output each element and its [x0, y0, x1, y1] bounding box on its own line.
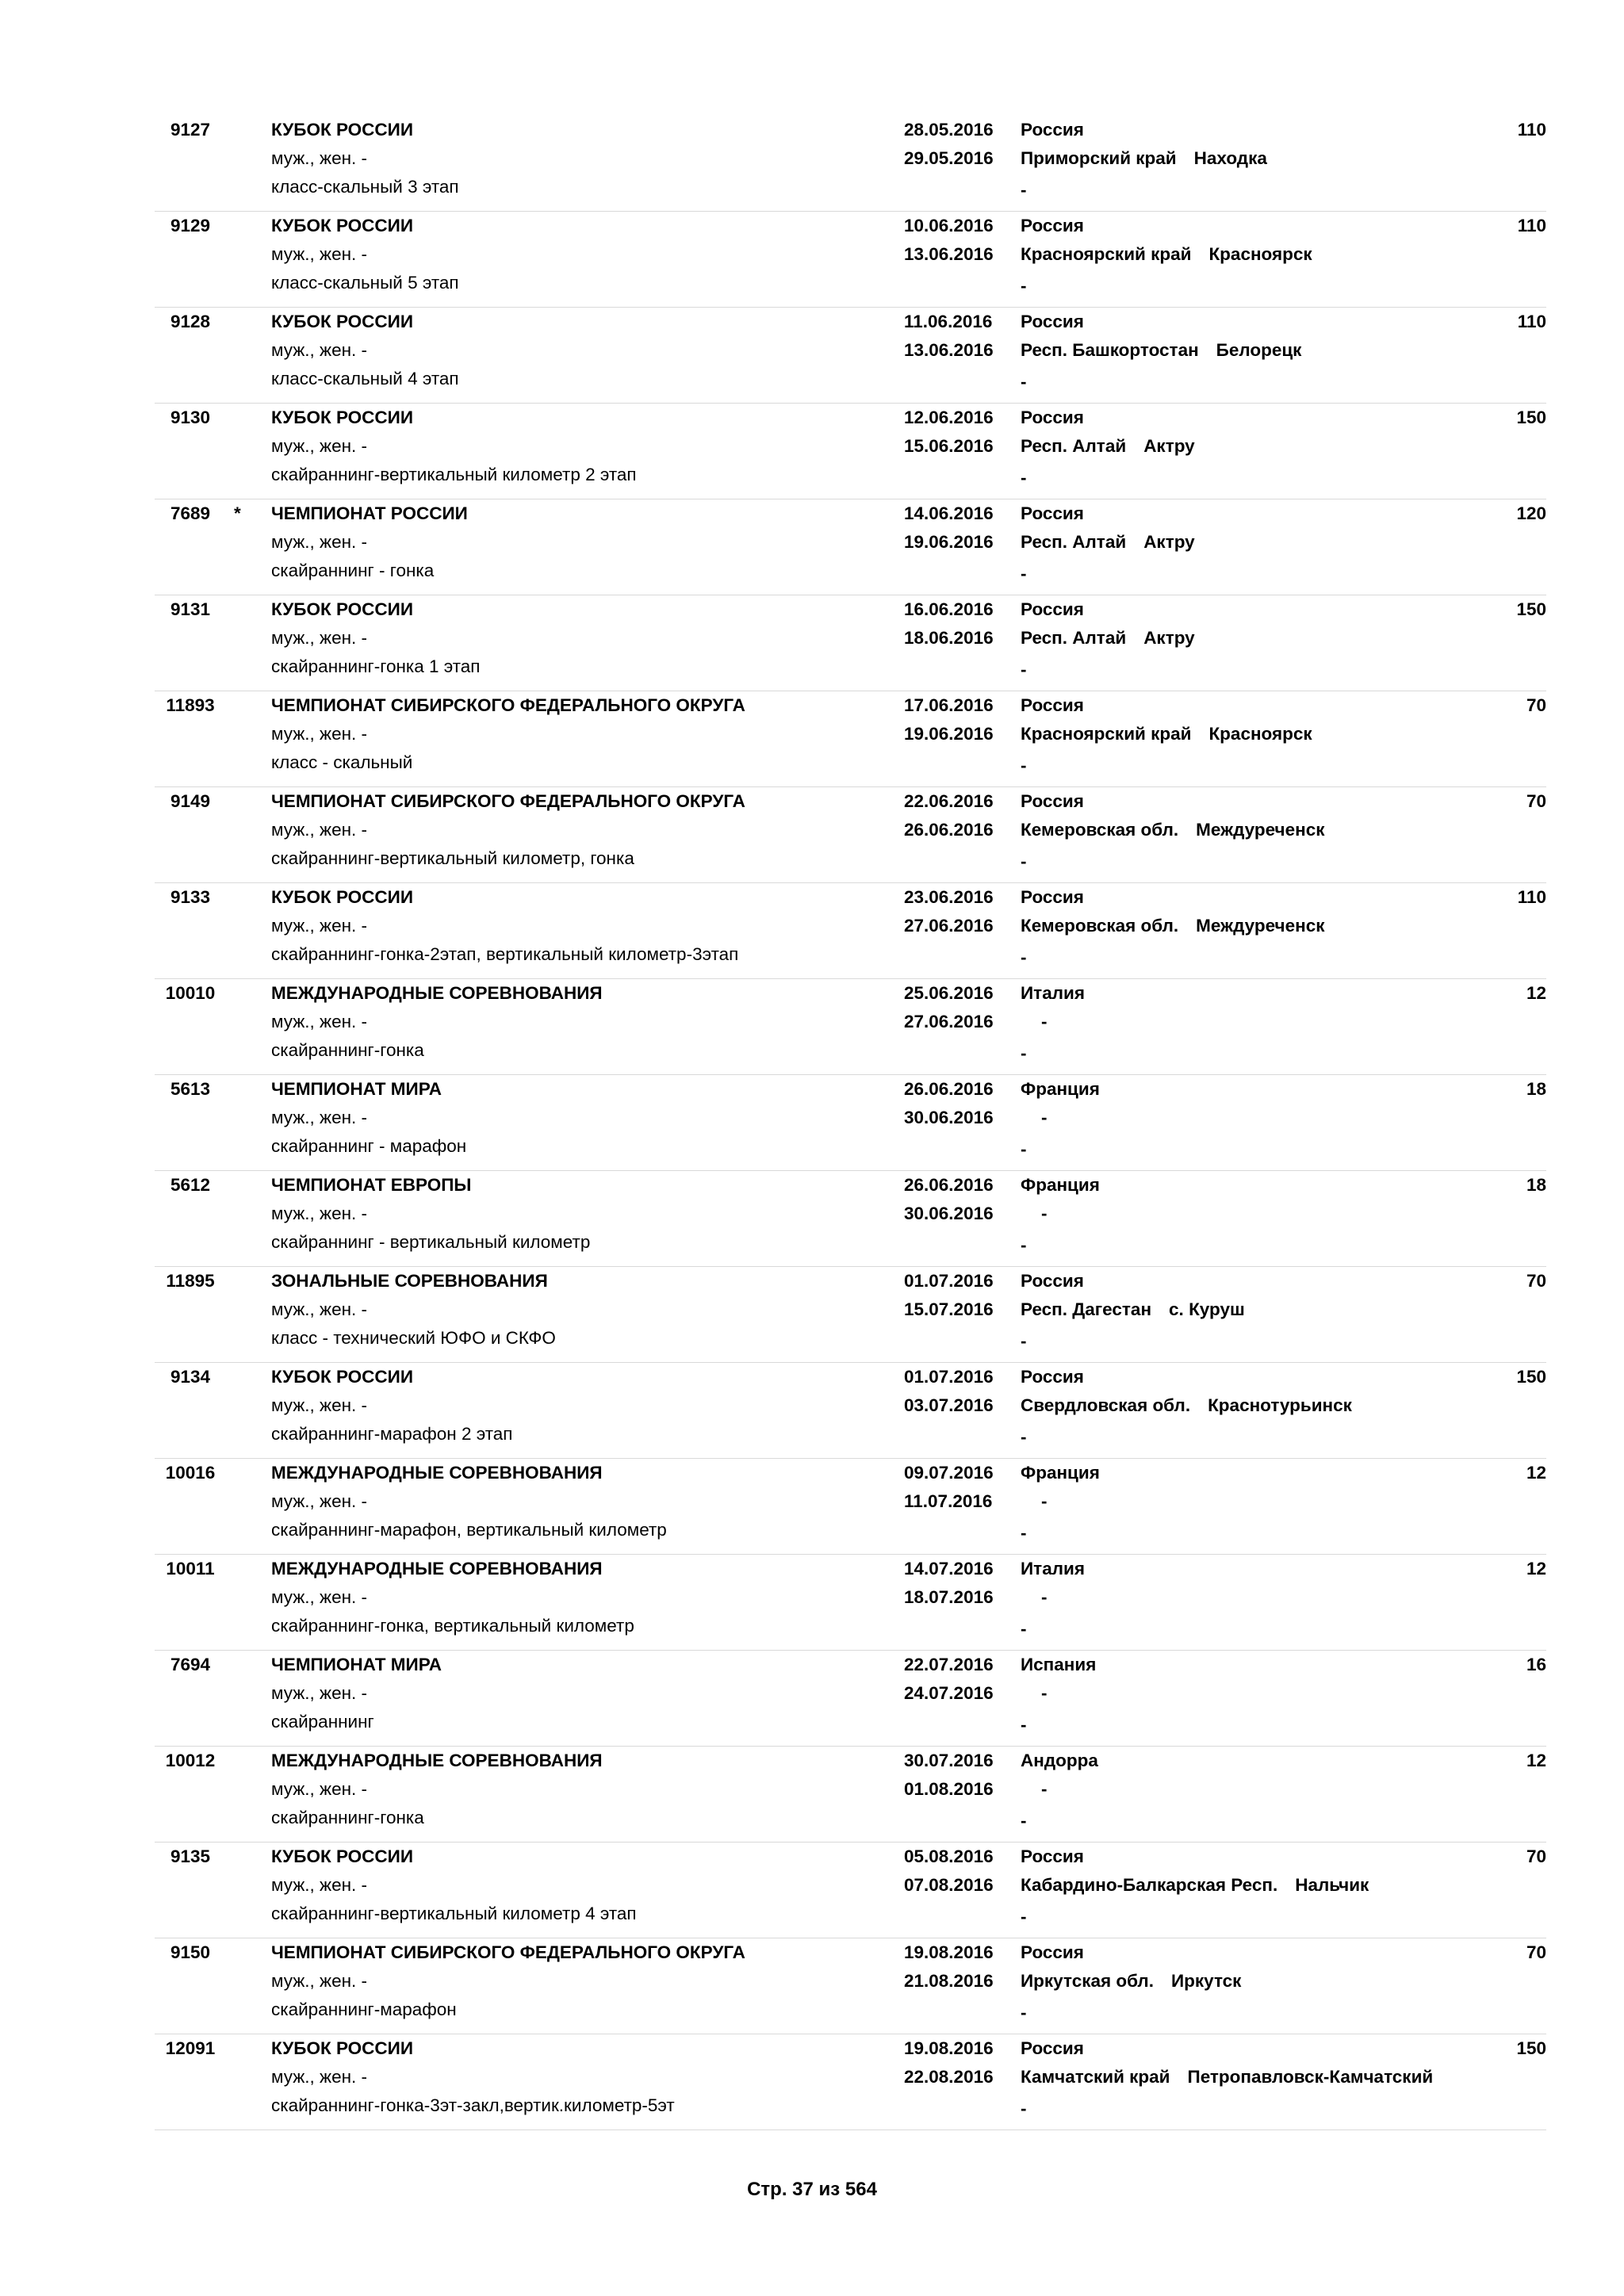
event-venue: -	[1021, 1427, 1027, 1447]
date-start: 22.06.2016	[904, 791, 994, 811]
page-number: Стр. 37 из 564	[747, 2179, 877, 2200]
event-country: Италия	[1021, 983, 1085, 1003]
event-title: МЕЖДУНАРОДНЫЕ СОРЕВНОВАНИЯ	[271, 1463, 603, 1483]
date-start: 28.05.2016	[904, 120, 994, 140]
event-title: ЧЕМПИОНАТ СИБИРСКОГО ФЕДЕРАЛЬНОГО ОКРУГА	[271, 695, 745, 715]
event-location	[1021, 1775, 1048, 1804]
event-country: Россия	[1021, 312, 1084, 331]
event-location	[1021, 336, 1301, 365]
event-venue: -	[1021, 2099, 1027, 2118]
event-gender: муж., жен. -	[271, 1491, 368, 1511]
date-end: 11.07.2016	[904, 1491, 993, 1511]
event-city: с. Куруш	[1169, 1299, 1245, 1319]
event-id: 10011	[166, 1559, 215, 1578]
event-region: Приморский край	[1021, 148, 1177, 168]
event-region: Красноярский край	[1021, 724, 1192, 744]
event-id: 9133	[170, 887, 211, 907]
event-city: -	[1041, 1587, 1048, 1607]
date-start: 05.08.2016	[904, 1846, 994, 1866]
event-title: КУБОК РОССИИ	[271, 120, 414, 140]
event-title: ЧЕМПИОНАТ МИРА	[271, 1079, 442, 1099]
event-title: КУБОК РОССИИ	[271, 1367, 414, 1387]
date-start: 12.06.2016	[904, 408, 994, 427]
event-id: 10012	[165, 1751, 216, 1770]
event-city: Актру	[1143, 436, 1195, 456]
event-id: 5613	[170, 1079, 211, 1099]
event-venue: -	[1021, 1907, 1027, 1927]
event-gender: муж., жен. -	[271, 1587, 368, 1607]
participant-count: 110	[1517, 216, 1546, 235]
event-venue: -	[1021, 180, 1027, 200]
event-gender: муж., жен. -	[271, 436, 368, 456]
participant-count: 12	[1526, 1751, 1546, 1770]
event-location	[1021, 528, 1195, 557]
event-discipline: скайраннинг-марафон 2 этап	[271, 1424, 513, 1444]
date-start: 10.06.2016	[904, 216, 994, 235]
event-city: Краснотурьинск	[1208, 1395, 1352, 1415]
date-end: 21.08.2016	[904, 1971, 994, 1991]
event-country: Россия	[1021, 791, 1084, 811]
table-row	[155, 1459, 1546, 1555]
participant-count: 70	[1526, 791, 1546, 811]
event-city: -	[1041, 1491, 1048, 1511]
event-discipline: скайраннинг - вертикальный километр	[271, 1232, 591, 1252]
date-start: 19.08.2016	[904, 2038, 994, 2058]
event-gender: муж., жен. -	[271, 1971, 368, 1991]
participant-count: 110	[1517, 887, 1546, 907]
event-title: КУБОК РОССИИ	[271, 2038, 414, 2058]
event-region: Кабардино-Балкарская Респ.	[1021, 1875, 1278, 1895]
participant-count: 70	[1526, 695, 1546, 715]
table-row	[155, 1843, 1546, 1938]
table-row	[155, 1171, 1546, 1267]
event-title: КУБОК РОССИИ	[271, 408, 414, 427]
date-start: 17.06.2016	[904, 695, 994, 715]
event-discipline: скайраннинг-гонка-3эт-закл,вертик.километр-5эт	[271, 2095, 675, 2115]
event-title: КУБОК РОССИИ	[271, 1846, 414, 1866]
event-location	[1021, 1967, 1241, 1996]
event-gender: муж., жен. -	[271, 1683, 368, 1703]
event-country: Франция	[1021, 1175, 1100, 1195]
event-gender: муж., жен. -	[271, 820, 368, 840]
event-title: МЕЖДУНАРОДНЫЕ СОРЕВНОВАНИЯ	[271, 983, 603, 1003]
event-city: Петропавловск-Камчатский	[1187, 2067, 1434, 2087]
date-start: 16.06.2016	[904, 599, 994, 619]
event-gender: муж., жен. -	[271, 532, 368, 552]
event-country: Андорра	[1021, 1751, 1098, 1770]
table-row	[155, 595, 1546, 691]
event-country: Россия	[1021, 1846, 1084, 1866]
event-region: Камчатский край	[1021, 2067, 1170, 2087]
table-row	[155, 1075, 1546, 1171]
table-row	[155, 1267, 1546, 1363]
event-city: -	[1041, 1683, 1048, 1703]
event-title: КУБОК РОССИИ	[271, 216, 414, 235]
table-row	[155, 404, 1546, 499]
participant-count: 16	[1526, 1655, 1546, 1674]
date-end: 27.06.2016	[904, 1012, 994, 1031]
event-gender: муж., жен. -	[271, 244, 368, 264]
participant-count: 12	[1526, 983, 1546, 1003]
event-venue: -	[1021, 1235, 1027, 1255]
event-venue: -	[1021, 1619, 1027, 1639]
date-end: 27.06.2016	[904, 916, 994, 936]
event-gender: муж., жен. -	[271, 340, 368, 360]
table-row	[155, 1747, 1546, 1843]
event-discipline: скайраннинг-гонка	[271, 1808, 424, 1827]
event-gender: муж., жен. -	[271, 1395, 368, 1415]
participant-count: 120	[1516, 503, 1546, 523]
event-gender: муж., жен. -	[271, 916, 368, 936]
date-end: 03.07.2016	[904, 1395, 994, 1415]
table-row	[155, 1555, 1546, 1651]
event-region: Респ. Дагестан	[1021, 1299, 1152, 1319]
event-id: 9150	[170, 1942, 211, 1962]
event-venue: -	[1021, 1523, 1027, 1543]
event-id: 7694	[170, 1655, 211, 1674]
event-city: Белорецк	[1216, 340, 1302, 360]
date-end: 19.06.2016	[904, 724, 994, 744]
event-title: МЕЖДУНАРОДНЫЕ СОРЕВНОВАНИЯ	[271, 1751, 603, 1770]
event-venue: -	[1021, 468, 1027, 488]
participant-count: 150	[1516, 599, 1546, 619]
date-end: 19.06.2016	[904, 532, 994, 552]
event-gender: муж., жен. -	[271, 1875, 368, 1895]
date-end: 24.07.2016	[904, 1683, 994, 1703]
participant-count: 110	[1517, 312, 1546, 331]
date-end: 30.06.2016	[904, 1203, 994, 1223]
event-city: Актру	[1143, 532, 1195, 552]
event-location	[1021, 240, 1312, 269]
date-end: 18.07.2016	[904, 1587, 994, 1607]
date-end: 07.08.2016	[904, 1875, 994, 1895]
event-discipline: скайраннинг - гонка	[271, 561, 435, 580]
event-discipline: скайраннинг-марафон, вертикальный километр	[271, 1520, 667, 1540]
event-discipline: скайраннинг	[271, 1712, 374, 1732]
event-venue: -	[1021, 564, 1027, 584]
event-region: Иркутская обл.	[1021, 1971, 1154, 1991]
event-discipline: скайраннинг-гонка, вертикальный километр	[271, 1616, 634, 1636]
event-country: Франция	[1021, 1079, 1100, 1099]
date-end: 15.07.2016	[904, 1299, 994, 1319]
event-venue: -	[1021, 1043, 1027, 1063]
date-end: 22.08.2016	[904, 2067, 994, 2087]
event-discipline: скайраннинг-гонка-2этап, вертикальный километр-3этап	[271, 944, 739, 964]
event-region: Респ. Алтай	[1021, 436, 1127, 456]
event-region: Респ. Алтай	[1021, 628, 1127, 648]
event-id: 11895	[166, 1271, 215, 1291]
table-row	[155, 308, 1546, 404]
event-mark: *	[234, 503, 241, 523]
table-row	[155, 883, 1546, 979]
table-row	[155, 2034, 1546, 2130]
event-gender: муж., жен. -	[271, 1779, 368, 1799]
event-gender: муж., жен. -	[271, 628, 368, 648]
date-end: 18.06.2016	[904, 628, 994, 648]
event-gender: муж., жен. -	[271, 2067, 368, 2087]
event-location	[1021, 624, 1195, 652]
event-location	[1021, 144, 1267, 173]
table-row	[155, 1363, 1546, 1459]
event-venue: -	[1021, 2003, 1027, 2022]
event-location	[1021, 720, 1312, 748]
event-id: 9127	[170, 120, 211, 140]
participant-count: 18	[1526, 1079, 1546, 1099]
event-id: 9149	[170, 791, 211, 811]
event-country: Россия	[1021, 408, 1084, 427]
event-country: Россия	[1021, 1942, 1084, 1962]
event-id: 11893	[166, 695, 215, 715]
event-id: 10010	[165, 983, 216, 1003]
table-row	[155, 499, 1546, 595]
event-country: Россия	[1021, 599, 1084, 619]
date-end: 13.06.2016	[904, 244, 994, 264]
event-discipline: скайраннинг-вертикальный километр 2 этап	[271, 465, 637, 484]
event-country: Италия	[1021, 1559, 1085, 1578]
event-country: Россия	[1021, 216, 1084, 235]
event-location	[1021, 1583, 1048, 1612]
event-venue: -	[1021, 1331, 1027, 1351]
participant-count: 150	[1516, 1367, 1546, 1387]
event-city: -	[1041, 1108, 1048, 1127]
event-gender: муж., жен. -	[271, 1108, 368, 1127]
date-start: 01.07.2016	[904, 1367, 994, 1387]
event-city: Иркутск	[1170, 1971, 1242, 1991]
date-start: 30.07.2016	[904, 1751, 994, 1770]
date-start: 22.07.2016	[904, 1655, 994, 1674]
event-id: 10016	[165, 1463, 216, 1483]
event-country: Россия	[1021, 503, 1084, 523]
event-title: ЧЕМПИОНАТ СИБИРСКОГО ФЕДЕРАЛЬНОГО ОКРУГА	[271, 1942, 745, 1962]
event-venue: -	[1021, 372, 1027, 392]
date-end: 13.06.2016	[904, 340, 994, 360]
event-discipline: класс-скальный 3 этап	[271, 177, 459, 197]
date-start: 23.06.2016	[904, 887, 994, 907]
date-start: 25.06.2016	[904, 983, 994, 1003]
date-start: 11.06.2016	[904, 312, 993, 331]
event-discipline: скайраннинг-гонка 1 этап	[271, 656, 481, 676]
date-start: 26.06.2016	[904, 1079, 994, 1099]
event-id: 7689	[170, 503, 211, 523]
table-row	[155, 787, 1546, 883]
event-region: Красноярский край	[1021, 244, 1192, 264]
event-title: ЧЕМПИОНАТ СИБИРСКОГО ФЕДЕРАЛЬНОГО ОКРУГА	[271, 791, 745, 811]
event-country: Россия	[1021, 1367, 1084, 1387]
event-venue: -	[1021, 1811, 1027, 1831]
participant-count: 70	[1526, 1942, 1546, 1962]
event-location	[1021, 432, 1195, 461]
event-gender: муж., жен. -	[271, 724, 368, 744]
event-venue: -	[1021, 1139, 1027, 1159]
event-location	[1021, 1295, 1245, 1324]
table-row	[155, 116, 1546, 212]
participant-count: 70	[1526, 1846, 1546, 1866]
participant-count: 70	[1526, 1271, 1546, 1291]
date-start: 14.07.2016	[904, 1559, 994, 1578]
event-gender: муж., жен. -	[271, 1299, 368, 1319]
event-id: 9130	[170, 408, 211, 427]
event-city: -	[1041, 1203, 1048, 1223]
event-title: ЧЕМПИОНАТ МИРА	[271, 1655, 442, 1674]
event-city: Красноярск	[1208, 724, 1312, 744]
events-table	[155, 116, 1546, 2130]
event-venue: -	[1021, 851, 1027, 871]
event-venue: -	[1021, 660, 1027, 679]
event-title: ЧЕМПИОНАТ ЕВРОПЫ	[271, 1175, 472, 1195]
participant-count: 110	[1517, 120, 1546, 140]
date-start: 26.06.2016	[904, 1175, 994, 1195]
event-discipline: скайраннинг-вертикальный километр 4 этап	[271, 1904, 637, 1923]
table-row	[155, 691, 1546, 787]
event-id: 9135	[170, 1846, 211, 1866]
event-country: Россия	[1021, 120, 1084, 140]
event-city: Находка	[1193, 148, 1267, 168]
event-location	[1021, 1200, 1048, 1228]
event-location	[1021, 912, 1325, 940]
event-city: Актру	[1143, 628, 1195, 648]
date-end: 26.06.2016	[904, 820, 994, 840]
event-title: КУБОК РОССИИ	[271, 887, 414, 907]
event-gender: муж., жен. -	[271, 1012, 368, 1031]
event-title: КУБОК РОССИИ	[271, 599, 414, 619]
event-discipline: скайраннинг - марафон	[271, 1136, 467, 1156]
event-discipline: скайраннинг-гонка	[271, 1040, 424, 1060]
event-city: Нальчик	[1295, 1875, 1369, 1895]
event-region: Респ. Алтай	[1021, 532, 1127, 552]
date-end: 29.05.2016	[904, 148, 994, 168]
date-start: 19.08.2016	[904, 1942, 994, 1962]
event-gender: муж., жен. -	[271, 148, 368, 168]
event-venue: -	[1021, 1715, 1027, 1735]
event-location	[1021, 1871, 1369, 1900]
event-location	[1021, 1679, 1048, 1708]
table-row	[155, 1938, 1546, 2034]
event-gender: муж., жен. -	[271, 1203, 368, 1223]
event-id: 9129	[170, 216, 211, 235]
event-region: Кемеровская обл.	[1021, 916, 1179, 936]
event-location	[1021, 1008, 1048, 1036]
event-id: 9134	[170, 1367, 211, 1387]
event-country: Россия	[1021, 887, 1084, 907]
event-location	[1021, 816, 1325, 844]
event-city: -	[1041, 1779, 1048, 1799]
event-location	[1021, 1487, 1048, 1516]
event-location	[1021, 1104, 1048, 1132]
date-start: 14.06.2016	[904, 503, 994, 523]
event-discipline: класс-скальный 4 этап	[271, 369, 459, 388]
event-country: Россия	[1021, 1271, 1084, 1291]
event-region: Кемеровская обл.	[1021, 820, 1179, 840]
event-location	[1021, 1391, 1352, 1420]
event-city: -	[1041, 1012, 1048, 1031]
event-title: ЧЕМПИОНАТ РОССИИ	[271, 503, 468, 523]
participant-count: 18	[1526, 1175, 1546, 1195]
event-discipline: класс - скальный	[271, 752, 413, 772]
event-country: Испания	[1021, 1655, 1097, 1674]
event-discipline: класс-скальный 5 этап	[271, 273, 459, 293]
event-venue: -	[1021, 756, 1027, 775]
event-venue: -	[1021, 276, 1027, 296]
table-row	[155, 212, 1546, 308]
event-id: 9131	[170, 599, 211, 619]
event-title: КУБОК РОССИИ	[271, 312, 414, 331]
event-city: Междуреченск	[1196, 916, 1325, 936]
event-location	[1021, 2063, 1433, 2091]
event-title: ЗОНАЛЬНЫЕ СОРЕВНОВАНИЯ	[271, 1271, 548, 1291]
event-country: Россия	[1021, 2038, 1084, 2058]
date-start: 09.07.2016	[904, 1463, 994, 1483]
event-country: Россия	[1021, 695, 1084, 715]
participant-count: 12	[1526, 1559, 1546, 1578]
event-id: 5612	[170, 1175, 211, 1195]
event-title: МЕЖДУНАРОДНЫЕ СОРЕВНОВАНИЯ	[271, 1559, 603, 1578]
event-country: Франция	[1021, 1463, 1100, 1483]
table-row	[155, 979, 1546, 1075]
date-end: 01.08.2016	[904, 1779, 994, 1799]
event-id: 9128	[170, 312, 211, 331]
date-end: 30.06.2016	[904, 1108, 994, 1127]
event-discipline: класс - технический ЮФО и СКФО	[271, 1328, 556, 1348]
date-start: 01.07.2016	[904, 1271, 994, 1291]
event-discipline: скайраннинг-вертикальный километр, гонка	[271, 848, 634, 868]
event-city: Междуреченск	[1196, 820, 1325, 840]
event-region: Респ. Башкортостан	[1021, 340, 1199, 360]
table-row	[155, 1651, 1546, 1747]
participant-count: 150	[1516, 2038, 1546, 2058]
event-id: 12091	[165, 2038, 216, 2058]
event-discipline: скайраннинг-марафон	[271, 1999, 457, 2019]
participant-count: 12	[1526, 1463, 1546, 1483]
event-city: Красноярск	[1208, 244, 1312, 264]
event-venue: -	[1021, 947, 1027, 967]
date-end: 15.06.2016	[904, 436, 994, 456]
participant-count: 150	[1516, 408, 1546, 427]
event-region: Свердловская обл.	[1021, 1395, 1191, 1415]
